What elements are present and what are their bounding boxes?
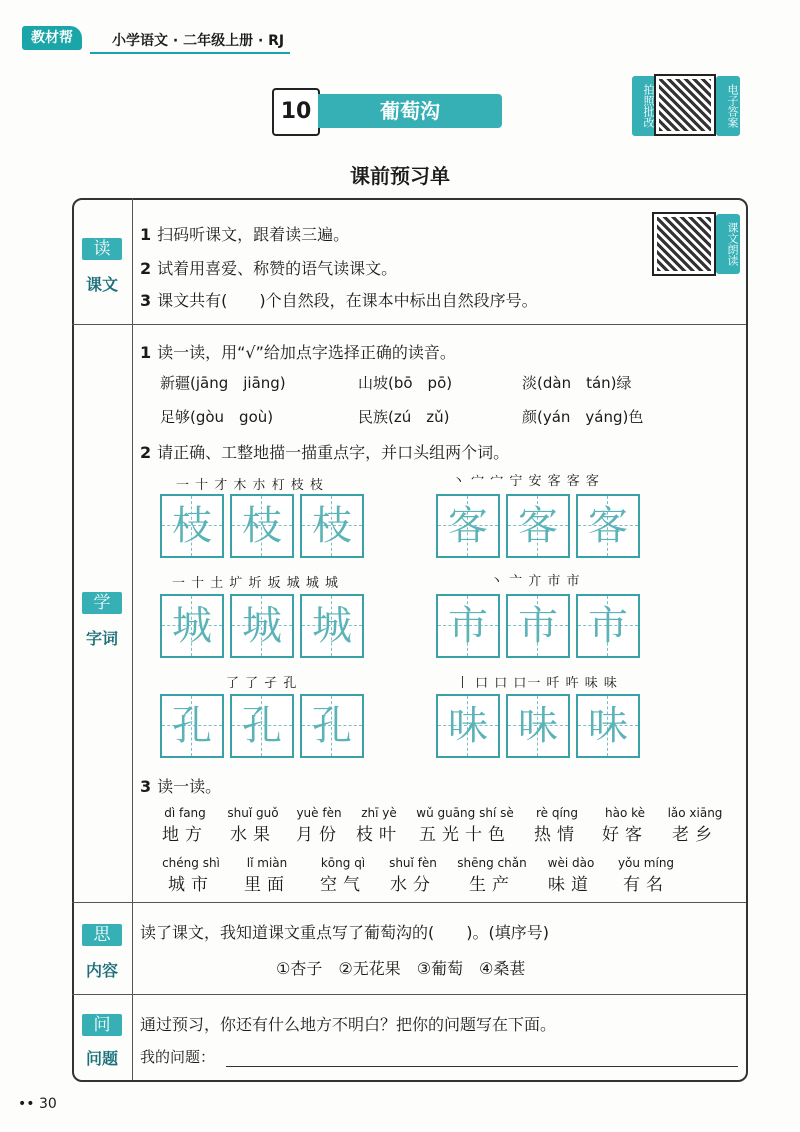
word-item: yuè fèn 月份 [296,806,342,845]
trace-box[interactable]: 孔 [300,694,364,758]
column-divider [132,198,133,1080]
trace-box[interactable]: 城 [300,594,364,658]
tag-learn: 学 [82,592,122,614]
header-divider [90,52,290,54]
tag-ask: 问 [82,1014,122,1036]
trace-box[interactable]: 枝 [300,494,364,558]
trace-box[interactable]: 孔 [160,694,224,758]
trace-grid [160,694,364,758]
trace-box[interactable]: 客 [506,494,570,558]
trace-box[interactable]: 市 [436,594,500,658]
trace-grid [436,594,640,658]
trace-box[interactable]: 枝 [230,494,294,558]
stroke-order: 丨 口 口 口一 吀 吘 味 味 [456,676,618,691]
answer-label: 我的问题： [140,1048,216,1066]
trace-grid [160,594,364,658]
word-item: shuǐ fèn 水分 [389,856,437,895]
word-item: kōng qì 空气 [320,856,366,895]
stroke-order: 一 十 土 圹 圻 坂 城 城 城 [172,576,340,591]
pinyin-choice: 颜(yán yáng)色 [522,408,644,426]
trace-grid [160,494,364,558]
book-title: 小学语文 · 二年级上册 · RJ [112,33,285,49]
ask-question: 通过预习，你还有什么地方不明白？把你的问题写在下面。 [140,1015,557,1034]
tag-read: 读 [82,238,122,260]
read-item-1: 1 扫码听课文，跟着读三遍。 [140,225,350,244]
word-item: shēng chǎn 生产 [457,856,527,895]
pinyin-choice: 山坡(bō pō) [358,374,453,392]
trace-box[interactable]: 客 [576,494,640,558]
stroke-order: 丶 宀 宀 宁 安 客 客 客 [452,474,600,489]
word-item: hào kè 好客 [602,806,648,845]
qr-code-reading[interactable] [654,214,714,274]
word-item: zhī yè 枝叶 [356,806,402,845]
tag-think: 思 [82,924,122,946]
brand-logo: 教材帮 [22,26,82,50]
read-item-2: 2 试着用喜爱、称赞的语气读课文。 [140,259,398,278]
trace-grid [436,694,640,758]
stroke-order: 了 了 孑 孔 [226,676,298,691]
learn-q2: 2 请正确、工整地描一描重点字，并口头组两个词。 [140,443,510,462]
label-content: 内容 [85,961,118,980]
trace-box[interactable]: 市 [506,594,570,658]
qr-label-right: 电子答案 [716,76,740,136]
label-words: 字词 [85,629,118,648]
pinyin-choice: 新疆(jāng jiāng) [160,374,286,392]
think-question: 读了课文，我知道课文重点写了葡萄沟的( )。(填序号) [140,923,549,942]
word-item: lǐ miàn 里面 [244,856,290,895]
qr-label-left: 拍照批改 [632,76,656,136]
row-divider [72,994,746,995]
answer-line[interactable] [226,1066,738,1067]
trace-box[interactable]: 孔 [230,694,294,758]
qr-code-top[interactable] [656,76,714,134]
think-options: ①杏子 ②无花果 ③葡萄 ④桑葚 [276,959,526,978]
learn-q1: 1 读一读，用“√”给加点字选择正确的读音。 [140,343,456,362]
word-item: dì fang 地方 [162,806,208,845]
row-divider [72,902,746,903]
stroke-order: 一 十 才 木 朩 朾 枝 枝 [176,478,324,493]
read-item-3: 3 课文共有( )个自然段，在课本中标出自然段序号。 [140,291,538,310]
lesson-number: 10 [272,88,320,136]
word-item: wèi dào 味道 [547,856,595,895]
pinyin-choice: 民族(zú zǔ) [358,408,450,426]
pinyin-choice: 足够(gòu goù) [160,408,274,426]
word-item: wǔ guāng shí sè 五光十色 [416,806,514,845]
qr-label-reading: 课文朗读 [716,214,740,274]
trace-box[interactable]: 城 [160,594,224,658]
word-item: shuǐ guǒ 水果 [227,806,279,845]
lesson-title: 葡萄沟 [318,94,502,128]
word-item: chéng shì 城市 [162,856,220,895]
trace-box[interactable]: 枝 [160,494,224,558]
trace-box[interactable]: 城 [230,594,294,658]
label-question: 问题 [85,1049,118,1068]
word-item: lǎo xiāng 老乡 [667,806,723,845]
trace-box[interactable]: 味 [576,694,640,758]
pinyin-choice: 淡(dàn tán)绿 [522,374,632,392]
stroke-order: 丶 亠 亣 市 市 [490,574,581,589]
page-number: •• 30 [18,1096,57,1112]
trace-box[interactable]: 味 [506,694,570,758]
word-item: rè qíng 热情 [534,806,580,845]
word-item: yǒu míng 有名 [617,856,675,895]
trace-grid [436,494,640,558]
learn-q3: 3 读一读。 [140,777,222,796]
label-text: 课文 [85,275,118,294]
page-title: 课前预习单 [350,164,450,188]
trace-box[interactable]: 客 [436,494,500,558]
trace-box[interactable]: 味 [436,694,500,758]
trace-box[interactable]: 市 [576,594,640,658]
row-divider [72,324,746,325]
